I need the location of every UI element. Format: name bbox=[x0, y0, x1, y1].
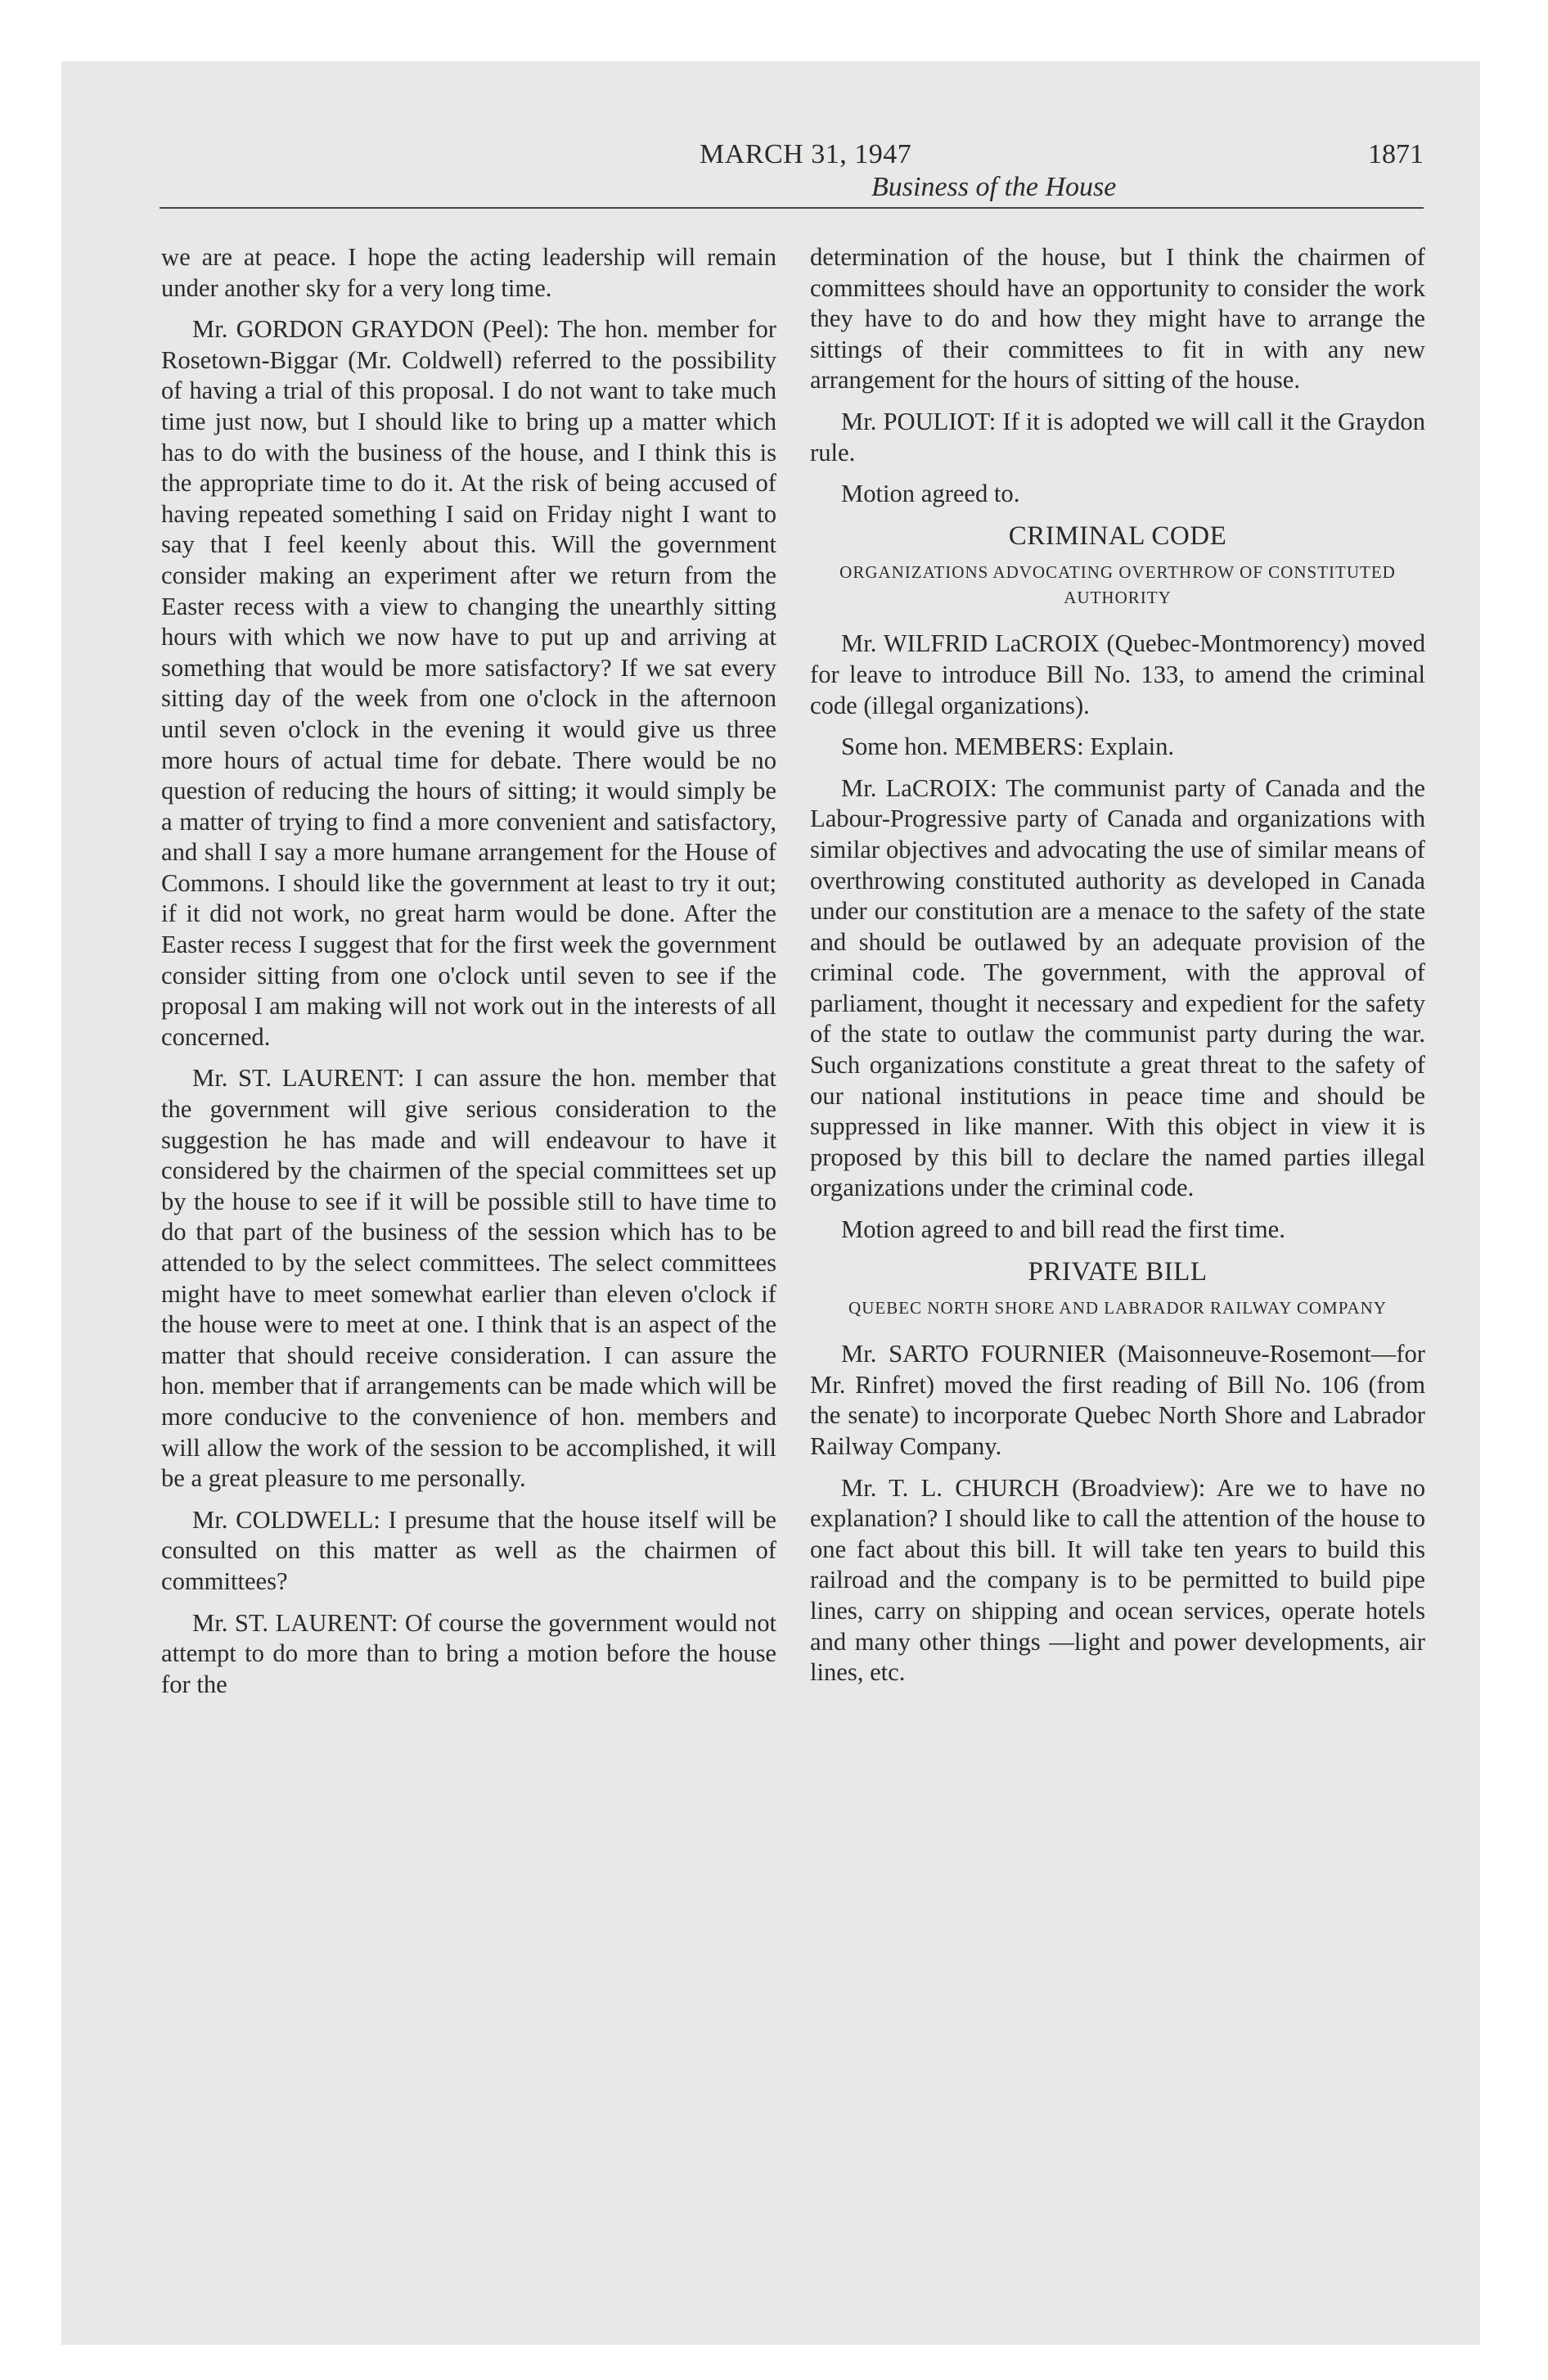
left-column bbox=[161, 242, 776, 1711]
header-section-title: Business of the House bbox=[871, 172, 1117, 202]
paragraph: Mr. ST. LAURENT: Of course the government would not attempt to do more than to bring a motion before the house for the bbox=[161, 1608, 776, 1698]
header-date: MARCH 31, 1947 bbox=[700, 139, 912, 169]
paragraph: Motion agreed to and bill read the first time. bbox=[841, 1215, 1285, 1244]
section-subheading: QUEBEC NORTH SHORE AND LABRADOR RAILWAY COMPANY bbox=[848, 1298, 1387, 1318]
paragraph: Mr. COLDWELL: I presume that the house itself will be consulted on this matter as well as the chairmen of committees? bbox=[161, 1505, 776, 1595]
section-heading: PRIVATE BILL bbox=[1028, 1256, 1208, 1287]
header-rule bbox=[160, 207, 1424, 209]
right-column bbox=[810, 242, 1425, 1699]
paragraph: determination of the house, but I think the chairmen of committees should have an opportunity to consider the work they have to do and how they might have to arrange the sittings of their committees to fit in with any new arrangement for the hours of sitting of the house. bbox=[810, 243, 1425, 394]
section-subheading: ORGANIZATIONS ADVOCATING OVERTHROW OF CONSTITUTED AUTHORITY bbox=[839, 562, 1396, 608]
page-number: 1871 bbox=[1368, 139, 1424, 169]
section-heading: CRIMINAL CODE bbox=[1008, 521, 1227, 551]
page-header bbox=[160, 123, 1424, 213]
paragraph: Mr. T. L. CHURCH (Broadview): Are we to have no explanation? I should like to call the attention of the house to one fact about this bill. It will take ten years to build this railroad and the company is to be permitted to build pipe lines, carry on shipping and ocean services, operate hotels and many other things —light and power developments, air lines, etc. bbox=[810, 1473, 1425, 1687]
paragraph: we are at peace. I hope the acting leadership will remain under another sky for a very long time. bbox=[161, 243, 776, 302]
paragraph: Some hon. MEMBERS: Explain. bbox=[841, 732, 1175, 761]
paragraph: Mr. POULIOT: If it is adopted we will call it the Graydon rule. bbox=[810, 407, 1425, 467]
paragraph: Mr. WILFRID LaCROIX (Quebec-Montmorency) moved for leave to introduce Bill No. 133, to amend the criminal code (illegal organizations). bbox=[810, 629, 1425, 719]
paragraph: Mr. SARTO FOURNIER (Maisonneuve-Rosemont—for Mr. Rinfret) moved the first reading of Bill No. 106 (from the senate) to incorporate Quebec North Shore and Labrador Railway Company. bbox=[810, 1340, 1425, 1460]
paragraph: Motion agreed to. bbox=[841, 480, 1020, 508]
paragraph: Mr. ST. LAURENT: I can assure the hon. member that the government will give serious consideration to the suggestion he has made and will endeavour to have it considered by the chairmen of the special committees set up by the house to see if it will be possible still to have time to do that part of the business of the session which has to be attended to by the select committees. The select committees might have to meet somewhat earlier than eleven o'clock if the house were to meet at one. I think that is an aspect of the matter that should receive consideration. I can assure the hon. member that if arrangements can be made which will be more conducive to the convenience of hon. members and will allow the work of the session to be accomplished, it will be a great pleasure to me personally. bbox=[161, 1064, 776, 1493]
paragraph: Mr. GORDON GRAYDON (Peel): The hon. member for Rosetown-Biggar (Mr. Coldwell) referred to the possibility of having a trial of this proposal. I do not want to take much time just now, but I should like to bring up a matter which has to do with the business of the house, and I think this is the appropriate time to do it. At the risk of being accused of having repeated something I said on Friday night I want to say that I feel keenly about this. Will the government consider making an experiment after we return from the Easter recess with a view to changing the unearthly sitting hours with which we now have to put up and arriving at something that would be more satisfactory? If we sat every sitting day of the week from one o'clock in the afternoon until seven o'clock in the evening it would give us three more hours of actual time for debate. There would be no question of reducing the hours of sitting; it would simply be a matter of trying to find a more convenient and satisfactory, and shall I say a more humane arrangement for the House of Commons. I should like the government at least to try it out; if it did not work, no great harm would be done. After the Easter recess I suggest that for the first week the government consider sitting from one o'clock until seven to see if the proposal I am making will not work out in the interests of all concerned. bbox=[161, 315, 776, 1051]
paragraph: Mr. LaCROIX: The communist party of Canada and the Labour-Progressive party of Canada and organizations with similar objectives and advocating the use of similar means of overthrowing constituted authority as developed in Canada under our constitution are a menace to the safety of the state and should be outlawed by an adequate provision of the criminal code. The government, with the approval of parliament, thought it necessary and expedient for the safety of the state to outlaw the communist party during the war. Such organizations constitute a great threat to the safety of our national institutions in peace time and should be suppressed in like manner. With this object in view it is proposed by this bill to declare the named parties illegal organizations under the criminal code. bbox=[810, 773, 1425, 1202]
